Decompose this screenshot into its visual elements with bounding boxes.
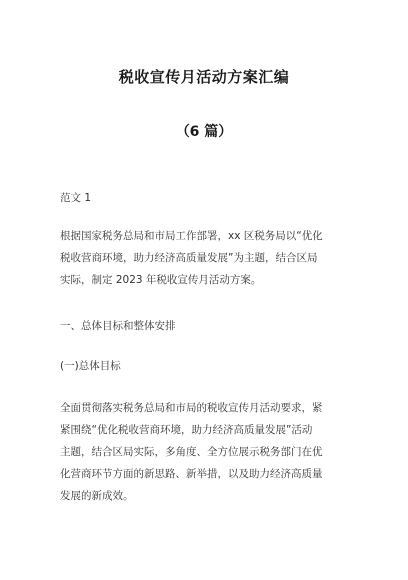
paragraph-line: 税收营商环境，助力经济高质量发展”为主题，结合区局 <box>60 252 318 264</box>
paragraph-line: 实际，制定 2023 年税收宣传月活动方案。 <box>60 274 262 286</box>
paragraph-line: 全面贯彻落实税务总局和市局的税收宣传月活动要求，紧 <box>60 402 323 414</box>
paragraph-line: 紧围绕“优化税收营商环境，助力经济高质量发展”活动 <box>60 424 313 436</box>
subsection-heading-goal: (一)总体目标 <box>60 360 121 372</box>
section-heading-overall: 一、总体目标和整体安排 <box>60 320 176 332</box>
document-subtitle: （6 篇） <box>175 124 233 140</box>
paragraph-line: 根据国家税务总局和市局工作部署，xx 区税务局以“优化 <box>60 230 323 242</box>
intro-paragraph <box>60 225 350 291</box>
paragraph-line: 主题，结合区局实际，多角度、全方位展示税务部门在优 <box>60 446 323 458</box>
goal-paragraph <box>60 397 350 507</box>
paragraph-line: 发展的新成效。 <box>60 490 134 502</box>
section-label: 范文 1 <box>60 192 92 204</box>
document-title: 税收宣传月活动方案汇编 <box>118 68 290 86</box>
paragraph-line: 化营商环节方面的新思路、新举措，以及助力经济高质量 <box>60 468 323 480</box>
